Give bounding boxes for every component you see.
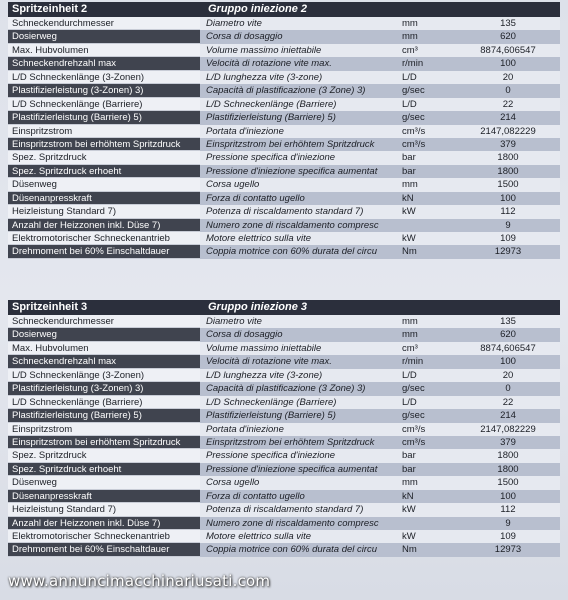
label-de: Schneckendrehzahl max — [8, 355, 200, 368]
label-it: Capacità di plastificazione (3 Zone) 3) — [200, 382, 396, 395]
label-it: Pressione specifica d'iniezione — [200, 449, 396, 462]
value: 9 — [456, 517, 560, 530]
label-de: L/D Schneckenlänge (3-Zonen) — [8, 369, 200, 382]
unit: L/D — [396, 369, 456, 382]
table-row — [8, 205, 560, 218]
label-it: Numero zone di riscaldamento compresc — [200, 517, 396, 530]
label-de: Spez. Spritzdruck — [8, 151, 200, 164]
unit: r/min — [396, 57, 456, 70]
label-it: Corsa di dosaggio — [200, 328, 396, 341]
label-it: Diametro vite — [200, 315, 396, 328]
value: 9 — [456, 219, 560, 232]
value: 379 — [456, 138, 560, 151]
label-de: Einspritzstrom bei erhöhtem Spritzdruck — [8, 138, 200, 151]
label-it: Portata d'iniezione — [200, 423, 396, 436]
label-de: Dosierweg — [8, 328, 200, 341]
unit: mm — [396, 17, 456, 30]
section-title-de: Spritzeinheit 2 — [8, 2, 200, 17]
table-row — [8, 449, 560, 462]
table-row — [8, 517, 560, 530]
label-it: Plastifizierleistung (Barriere) 5) — [200, 409, 396, 422]
table-row — [8, 490, 560, 503]
value: 20 — [456, 369, 560, 382]
unit: g/sec — [396, 382, 456, 395]
table-row — [8, 111, 560, 124]
table-row — [8, 151, 560, 164]
label-de: Drehmoment bei 60% Einschaltdauer — [8, 245, 200, 258]
unit: mm — [396, 30, 456, 43]
label-it: Motore elettrico sulla vite — [200, 530, 396, 543]
unit: cm³ — [396, 342, 456, 355]
unit: kW — [396, 232, 456, 245]
unit — [396, 517, 456, 530]
label-de: Schneckendrehzahl max — [8, 57, 200, 70]
unit: bar — [396, 165, 456, 178]
table-row — [8, 138, 560, 151]
unit: mm — [396, 476, 456, 489]
value: 20 — [456, 71, 560, 84]
label-it: Coppia motrice con 60% durata del circu — [200, 543, 396, 556]
label-de: Einspritzstrom bei erhöhtem Spritzdruck — [8, 436, 200, 449]
table-row — [8, 342, 560, 355]
table-row — [8, 315, 560, 328]
table-row — [8, 125, 560, 138]
table-row — [8, 17, 560, 30]
table-row — [8, 463, 560, 476]
value: 620 — [456, 328, 560, 341]
table-row — [8, 530, 560, 543]
value: 100 — [456, 490, 560, 503]
unit: bar — [396, 151, 456, 164]
label-de: Drehmoment bei 60% Einschaltdauer — [8, 543, 200, 556]
label-it: L/D lunghezza vite (3-zone) — [200, 369, 396, 382]
label-it: Forza di contatto ugello — [200, 192, 396, 205]
table-row — [8, 178, 560, 191]
unit: cm³/s — [396, 138, 456, 151]
label-it: Pressione d'iniezione specifica aumentat — [200, 165, 396, 178]
table-row — [8, 219, 560, 232]
label-de: Anzahl der Heizzonen inkl. Düse 7) — [8, 219, 200, 232]
label-it: Corsa ugello — [200, 178, 396, 191]
value: 12973 — [456, 245, 560, 258]
value: 135 — [456, 315, 560, 328]
unit: g/sec — [396, 84, 456, 97]
value: 8874,606547 — [456, 342, 560, 355]
label-it: L/D Schneckenlänge (Barriere) — [200, 98, 396, 111]
label-it: Potenza di riscaldamento standard 7) — [200, 503, 396, 516]
section-title-it: Gruppo iniezione 2 — [200, 2, 560, 17]
table-row — [8, 245, 560, 258]
unit: bar — [396, 463, 456, 476]
value: 0 — [456, 382, 560, 395]
table-header — [8, 2, 560, 17]
value: 379 — [456, 436, 560, 449]
unit: g/sec — [396, 111, 456, 124]
value: 100 — [456, 355, 560, 368]
unit: Nm — [396, 245, 456, 258]
label-it: L/D lunghezza vite (3-zone) — [200, 71, 396, 84]
table-rows — [8, 315, 560, 557]
label-de: Düsenweg — [8, 178, 200, 191]
label-it: Plastifizierleistung (Barriere) 5) — [200, 111, 396, 124]
label-de: L/D Schneckenlänge (Barriere) — [8, 396, 200, 409]
label-it: Einspritzstrom bei erhöhtem Spritzdruck — [200, 436, 396, 449]
value: 1800 — [456, 151, 560, 164]
label-it: Numero zone di riscaldamento compresc — [200, 219, 396, 232]
value: 8874,606547 — [456, 44, 560, 57]
section-title-it: Gruppo iniezione 3 — [200, 300, 560, 315]
label-it: Diametro vite — [200, 17, 396, 30]
label-de: Düsenanpresskraft — [8, 192, 200, 205]
label-it: Potenza di riscaldamento standard 7) — [200, 205, 396, 218]
label-de: Düsenweg — [8, 476, 200, 489]
label-de: Düsenanpresskraft — [8, 490, 200, 503]
label-de: Einspritzstrom — [8, 423, 200, 436]
label-it: Forza di contatto ugello — [200, 490, 396, 503]
section-title-de: Spritzeinheit 3 — [8, 300, 200, 315]
label-de: Heizleistung Standard 7) — [8, 205, 200, 218]
label-de: Spez. Spritzdruck — [8, 449, 200, 462]
label-de: L/D Schneckenlänge (Barriere) — [8, 98, 200, 111]
value: 214 — [456, 409, 560, 422]
label-it: Portata d'iniezione — [200, 125, 396, 138]
value: 2147,082229 — [456, 125, 560, 138]
label-de: Spez. Spritzdruck erhoeht — [8, 463, 200, 476]
unit: r/min — [396, 355, 456, 368]
table-row — [8, 98, 560, 111]
table-header — [8, 300, 560, 315]
label-de: Max. Hubvolumen — [8, 342, 200, 355]
table-row — [8, 30, 560, 43]
label-it: Coppia motrice con 60% durata del circu — [200, 245, 396, 258]
unit: cm³/s — [396, 436, 456, 449]
unit: g/sec — [396, 409, 456, 422]
label-de: Elektromotorischer Schneckenantrieb — [8, 530, 200, 543]
label-de: Spez. Spritzdruck erhoeht — [8, 165, 200, 178]
unit: kN — [396, 490, 456, 503]
table-row — [8, 396, 560, 409]
label-de: L/D Schneckenlänge (3-Zonen) — [8, 71, 200, 84]
label-de: Schneckendurchmesser — [8, 17, 200, 30]
label-de: Einspritzstrom — [8, 125, 200, 138]
table-row — [8, 165, 560, 178]
table-row — [8, 57, 560, 70]
value: 109 — [456, 232, 560, 245]
value: 12973 — [456, 543, 560, 556]
unit — [396, 219, 456, 232]
value: 620 — [456, 30, 560, 43]
table-row — [8, 328, 560, 341]
unit: L/D — [396, 71, 456, 84]
unit: cm³/s — [396, 423, 456, 436]
unit: kW — [396, 205, 456, 218]
table-row — [8, 436, 560, 449]
unit: cm³ — [396, 44, 456, 57]
label-it: Einspritzstrom bei erhöhtem Spritzdruck — [200, 138, 396, 151]
label-it: Velocità di rotazione vite max. — [200, 355, 396, 368]
label-de: Heizleistung Standard 7) — [8, 503, 200, 516]
unit: mm — [396, 178, 456, 191]
value: 2147,082229 — [456, 423, 560, 436]
value: 0 — [456, 84, 560, 97]
table-row — [8, 71, 560, 84]
table-row — [8, 382, 560, 395]
value: 112 — [456, 503, 560, 516]
label-it: L/D Schneckenlänge (Barriere) — [200, 396, 396, 409]
unit: mm — [396, 328, 456, 341]
unit: Nm — [396, 543, 456, 556]
label-de: Max. Hubvolumen — [8, 44, 200, 57]
unit: kW — [396, 503, 456, 516]
value: 1800 — [456, 449, 560, 462]
injection-unit-2-table — [8, 2, 560, 259]
table-row — [8, 543, 560, 556]
value: 109 — [456, 530, 560, 543]
value: 1800 — [456, 165, 560, 178]
unit: bar — [396, 449, 456, 462]
table-row — [8, 423, 560, 436]
label-de: Schneckendurchmesser — [8, 315, 200, 328]
table-row — [8, 44, 560, 57]
value: 135 — [456, 17, 560, 30]
unit: kW — [396, 530, 456, 543]
value: 100 — [456, 57, 560, 70]
unit: cm³/s — [396, 125, 456, 138]
table-row — [8, 476, 560, 489]
value: 22 — [456, 98, 560, 111]
label-de: Dosierweg — [8, 30, 200, 43]
label-de: Anzahl der Heizzonen inkl. Düse 7) — [8, 517, 200, 530]
unit: kN — [396, 192, 456, 205]
table-row — [8, 409, 560, 422]
value: 214 — [456, 111, 560, 124]
table-row — [8, 369, 560, 382]
unit: L/D — [396, 396, 456, 409]
table-row — [8, 192, 560, 205]
label-it: Velocità di rotazione vite max. — [200, 57, 396, 70]
injection-unit-3-table — [8, 300, 560, 557]
label-de: Plastifizierleistung (3-Zonen) 3) — [8, 84, 200, 97]
table-rows — [8, 17, 560, 259]
watermark-text: www.annuncimacchinariusati.com — [8, 572, 271, 590]
value: 22 — [456, 396, 560, 409]
label-it: Corsa ugello — [200, 476, 396, 489]
value: 1500 — [456, 178, 560, 191]
table-row — [8, 84, 560, 97]
label-de: Plastifizierleistung (3-Zonen) 3) — [8, 382, 200, 395]
unit: mm — [396, 315, 456, 328]
value: 1500 — [456, 476, 560, 489]
label-de: Plastifizierleistung (Barriere) 5) — [8, 409, 200, 422]
label-it: Volume massimo iniettabile — [200, 44, 396, 57]
value: 112 — [456, 205, 560, 218]
table-row — [8, 503, 560, 516]
label-de: Plastifizierleistung (Barriere) 5) — [8, 111, 200, 124]
label-it: Corsa di dosaggio — [200, 30, 396, 43]
label-it: Motore elettrico sulla vite — [200, 232, 396, 245]
label-it: Pressione d'iniezione specifica aumentat — [200, 463, 396, 476]
label-it: Pressione specifica d'iniezione — [200, 151, 396, 164]
table-row — [8, 232, 560, 245]
value: 100 — [456, 192, 560, 205]
label-de: Elektromotorischer Schneckenantrieb — [8, 232, 200, 245]
label-it: Capacità di plastificazione (3 Zone) 3) — [200, 84, 396, 97]
value: 1800 — [456, 463, 560, 476]
table-row — [8, 355, 560, 368]
unit: L/D — [396, 98, 456, 111]
label-it: Volume massimo iniettabile — [200, 342, 396, 355]
